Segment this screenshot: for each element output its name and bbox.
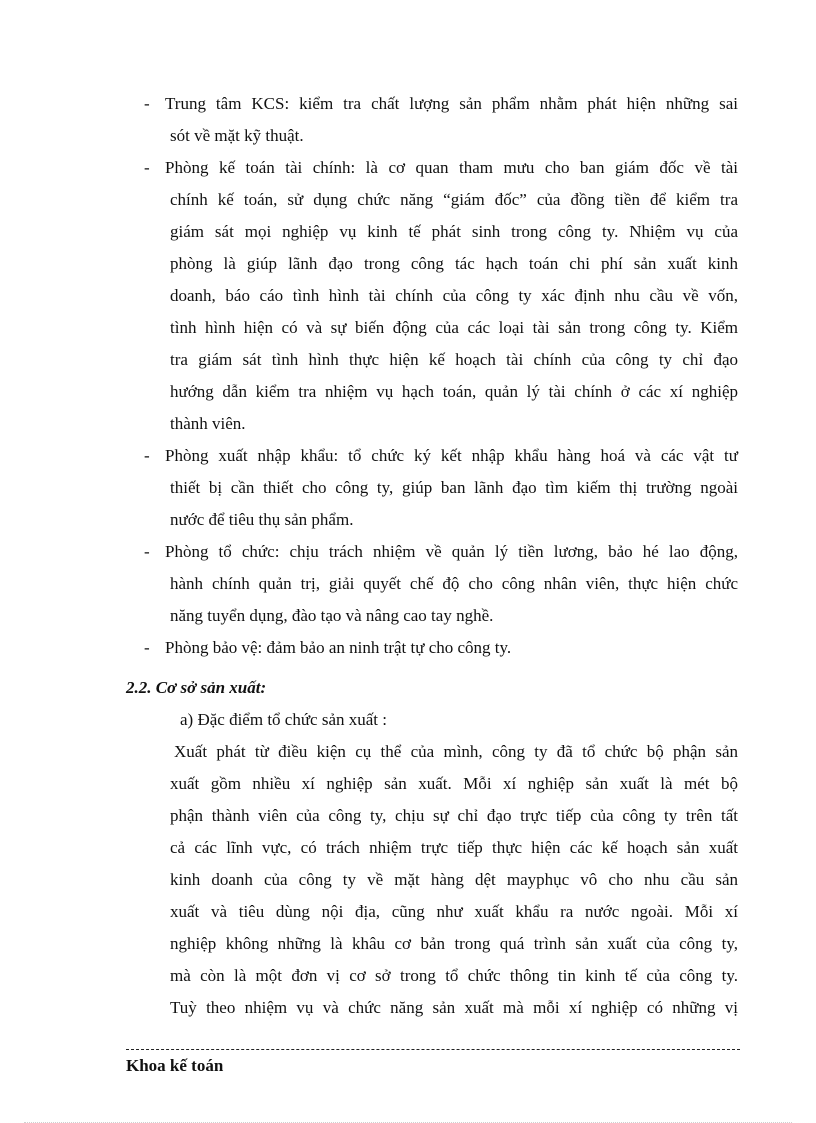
text-line: hành chính quản trị, giải quyết chế độ cho công nhân viên, thực hiện chức [170,574,738,593]
text-line: nước để tiêu thụ sản phẩm. [170,510,354,529]
list-item [0,88,816,152]
list-item [0,152,816,440]
text-line: Phòng tổ chức: chịu trách nhiệm về quản lý tiền lương, bảo hé lao động, [165,542,738,561]
list-item [0,632,816,664]
text-line: chính kế toán, sử dụng chức năng “giám đốc” của đồng tiền để kiểm tra [170,190,738,209]
text-line: Phòng kế toán tài chính: là cơ quan tham mưu cho ban giám đốc về tài [165,158,738,177]
text-line: xuất gồm nhiều xí nghiệp sản xuất. Mỗi xí nghiệp sản xuất là mét bộ [170,774,738,793]
text-line: thành viên. [170,414,246,433]
text-line: tình hình hiện có và sự biến động của các loại tài sản trong công ty. Kiểm [170,318,738,337]
text-line: năng tuyển dụng, đào tạo và nâng cao tay nghề. [170,606,494,625]
bullet-marker: - [144,94,150,113]
text-line: doanh, báo cáo tình hình tài chính của công ty xác định nhu cầu về vốn, [170,286,738,305]
subsection-heading: a) Đặc điểm tổ chức sản xuất : [180,710,387,729]
text-line: Trung tâm KCS: kiểm tra chất lượng sản phẩm nhằm phát hiện những sai [165,94,738,113]
text-line: Tuỳ theo nhiệm vụ và chức năng sản xuất mà mỗi xí nghiệp có những vị [170,998,738,1017]
list-item [0,536,816,632]
text-line: giám sát mọi nghiệp vụ kinh tế phát sinh trong công ty. Nhiệm vụ của [170,222,738,241]
text-line: phận thành viên của công ty, chịu sự chỉ đạo trực tiếp của công ty trên tất [170,806,738,825]
text-line: sót về mặt kỹ thuật. [170,126,304,145]
text-line: kinh doanh của công ty về mặt hàng dệt mayphục vô cho nhu cầu sản [170,870,738,889]
text-line: hướng dẫn kiểm tra nhiệm vụ hạch toán, quản lý tài chính ở các xí nghiệp [170,382,738,401]
text-line: cả các lĩnh vực, có trách nhiệm trực tiếp thực hiện các kế hoạch sản xuất [170,838,738,857]
bullet-marker: - [144,542,150,561]
text-line: nghiệp không những là khâu cơ bản trong quá trình sản xuất của công ty, [170,934,738,953]
text-line: mà còn là một đơn vị cơ sở trong tổ chức thông tin kinh tế của công ty. [170,966,738,985]
footer-label: Khoa kế toán [126,1056,224,1075]
body-paragraph [170,736,738,1024]
text-line: xuất và tiêu dùng nội địa, cũng như xuất khẩu ra nước ngoài. Mỗi xí [170,902,738,921]
text-line: Phòng xuất nhập khẩu: tổ chức ký kết nhập khẩu hàng hoá và các vật tư [165,446,738,465]
text-line: Phòng bảo vệ: đảm bảo an ninh trật tự cho công ty. [165,638,512,657]
bullet-marker: - [144,638,150,657]
list-item [0,440,816,536]
bullet-marker: - [144,446,150,465]
text-line: tra giám sát tình hình thực hiện kế hoạch tài chính của công ty chỉ đạo [170,350,738,369]
bullet-list [0,88,816,664]
footer-divider [126,1049,740,1050]
text-line: thiết bị cần thiết cho công ty, giúp ban lãnh đạo tìm kiếm thị trường ngoài [170,478,738,497]
bullet-marker: - [144,158,150,177]
text-line: Xuất phát từ điều kiện cụ thể của mình, công ty đã tổ chức bộ phận sản [174,742,738,761]
section-heading: 2.2. Cơ sở sản xuất: [126,678,267,697]
text-line: phòng là giúp lãnh đạo trong công tác hạch toán chi phí sản xuất kinh [170,254,738,273]
